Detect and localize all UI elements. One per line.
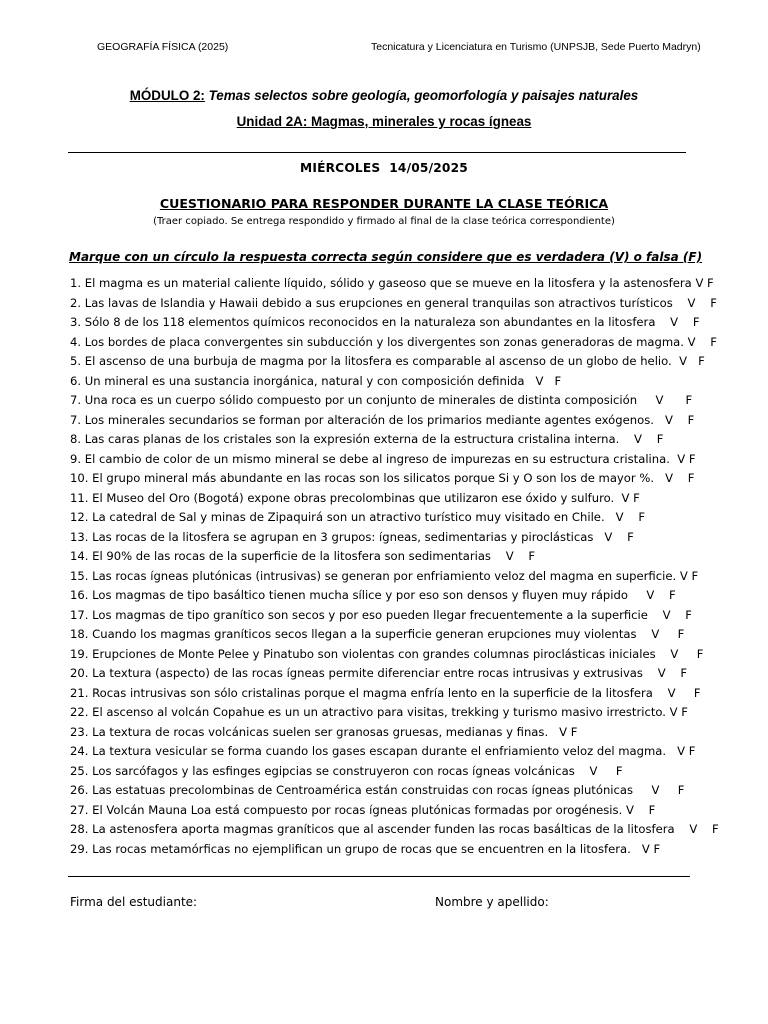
question-item: 7. Los minerales secundarios se forman por alteración de los primarios mediante agentes exógenos. V F <box>70 412 695 427</box>
question-item: 18. Cuando los magmas graníticos secos llegan a la superficie generan erupciones muy violentas V F <box>70 627 685 641</box>
question-item: 17. Los magmas de tipo granítico son secos y por eso pueden llegar frecuentemente a la superficie V F <box>70 607 692 622</box>
question-item: 26. Las estatuas precolombinas de Centroamérica están construidas con rocas ígneas plutónicas V F <box>70 783 685 797</box>
question-item: 28. La astenosfera aporta magmas graníticos que al ascender funden las rocas basálticas de la litosfera V F <box>70 822 719 836</box>
question-item: 5. El ascenso de una burbuja de magma por la litosfera es comparable al ascenso de un globo de helio. V F <box>70 354 705 368</box>
question-item: 19. Erupciones de Monte Pelee y Pinatubo son violentas con grandes columnas piroclásticas iniciales V F <box>70 646 704 661</box>
question-item: 22. El ascenso al volcán Copahue es un un atractivo para visitas, trekking y turismo masivo irrestricto. V F <box>70 705 688 719</box>
signature-label: Firma del estudiante: <box>70 895 198 909</box>
question-item: 21. Rocas intrusivas son sólo cristalinas porque el magma enfría lento en la superficie de la litosfera V F <box>70 685 701 700</box>
question-item: 11. El Museo del Oro (Bogotá) expone obras precolombinas que utilizaron ese óxido y sulfuro. V F <box>70 490 640 505</box>
question-item: 24. La textura vesicular se forma cuando los gases escapan durante el enfriamiento veloz del magma. V F <box>70 744 696 758</box>
question-item: 12. La catedral de Sal y minas de Zipaquirá son un atractivo turístico muy visitado en Chile. V F <box>70 510 646 524</box>
question-item: 2. Las lavas de Islandia y Hawaii debido a sus erupciones en general tranquilas son atractivos turísticos V F <box>70 295 717 310</box>
module-subtitle: Temas selectos sobre geología, geomorfología y paisajes naturales <box>208 88 639 103</box>
question-item: 3. Sólo 8 de los 118 elementos químicos reconocidos en la naturaleza son abundantes en la litosfera V F <box>70 315 700 329</box>
question-list <box>70 274 719 859</box>
question-item: 16. Los magmas de tipo basáltico tienen mucha sílice y por eso son densos y fluyen muy rápido V F <box>70 588 676 602</box>
unit-label: Unidad 2A: Magmas, minerales y rocas ígneas <box>236 114 532 129</box>
question-item: 15. Las rocas ígneas plutónicas (intrusivas) se generan por enfriamiento veloz del magma en superficie. V F <box>70 568 699 583</box>
question-item: 6. Un mineral es una sustancia inorgánica, natural y con composición definida V F <box>70 373 562 388</box>
question-item: 23. La textura de rocas volcánicas suelen ser granosas gruesas, medianas y finas. V F <box>70 724 578 739</box>
question-item: 13. Las rocas de la litosfera se agrupan en 3 grupos: ígneas, sedimentarias y piroclásticas V F <box>70 529 634 544</box>
question-item: 25. Los sarcófagos y las esfinges egipcias se construyeron con rocas ígneas volcánicas V F <box>70 763 623 778</box>
questionnaire-title: CUESTIONARIO PARA RESPONDER DURANTE LA CLASE TEÓRICA <box>159 196 609 211</box>
module-label: MÓDULO 2: <box>129 88 205 103</box>
top-divider <box>68 152 686 153</box>
question-item: 7. Una roca es un cuerpo sólido compuesto por un conjunto de minerales de distinta composición V F <box>70 393 693 407</box>
question-item: 9. El cambio de color de un mismo mineral se debe al ingreso de impurezas en su estructura cristalina. V F <box>70 451 696 466</box>
question-item: 29. Las rocas metamórficas no ejemplifican un grupo de rocas que se encuentren en la litosfera. V F <box>70 841 661 856</box>
unit-title <box>0 114 768 129</box>
question-item: 27. El Volcán Mauna Loa está compuesto por rocas ígneas plutónicas formadas por orogénesis. V F <box>70 802 656 817</box>
question-item: 20. La textura (aspecto) de las rocas ígneas permite diferenciar entre rocas intrusivas y extrusivas V F <box>70 666 688 680</box>
header-left: GEOGRAFÍA FÍSICA (2025) <box>97 41 229 53</box>
header-right: Tecnicatura y Licenciatura en Turismo (UNPSJB, Sede Puerto Madryn) <box>371 41 701 53</box>
bottom-divider <box>68 876 690 877</box>
question-item: 8. Las caras planas de los cristales son la expresión externa de la estructura cristalina interna. V F <box>70 432 664 446</box>
date-line: MIÉRCOLES 14/05/2025 <box>300 161 468 175</box>
name-label: Nombre y apellido: <box>435 895 549 909</box>
question-item: 4. Los bordes de placa convergentes sin subducción y los divergentes son zonas generadoras de magma. V F <box>70 334 717 349</box>
module-title <box>0 88 768 103</box>
question-item: 1. El magma es un material caliente líquido, sólido y gaseoso que se mueve en la litosfera y la astenosfera V F <box>70 276 714 290</box>
questionnaire-note: (Traer copiado. Se entrega respondido y firmado al final de la clase teórica correspondiente) <box>153 216 615 227</box>
question-item: 14. El 90% de las rocas de la superficie de la litosfera son sedimentarias V F <box>70 549 536 563</box>
instruction-text: Marque con un círculo la respuesta correcta según considere que es verdadera (V) o falsa (F) <box>69 250 703 264</box>
question-item: 10. El grupo mineral más abundante en las rocas son los silicatos porque Si y O son los de mayor %. V F <box>70 471 695 485</box>
